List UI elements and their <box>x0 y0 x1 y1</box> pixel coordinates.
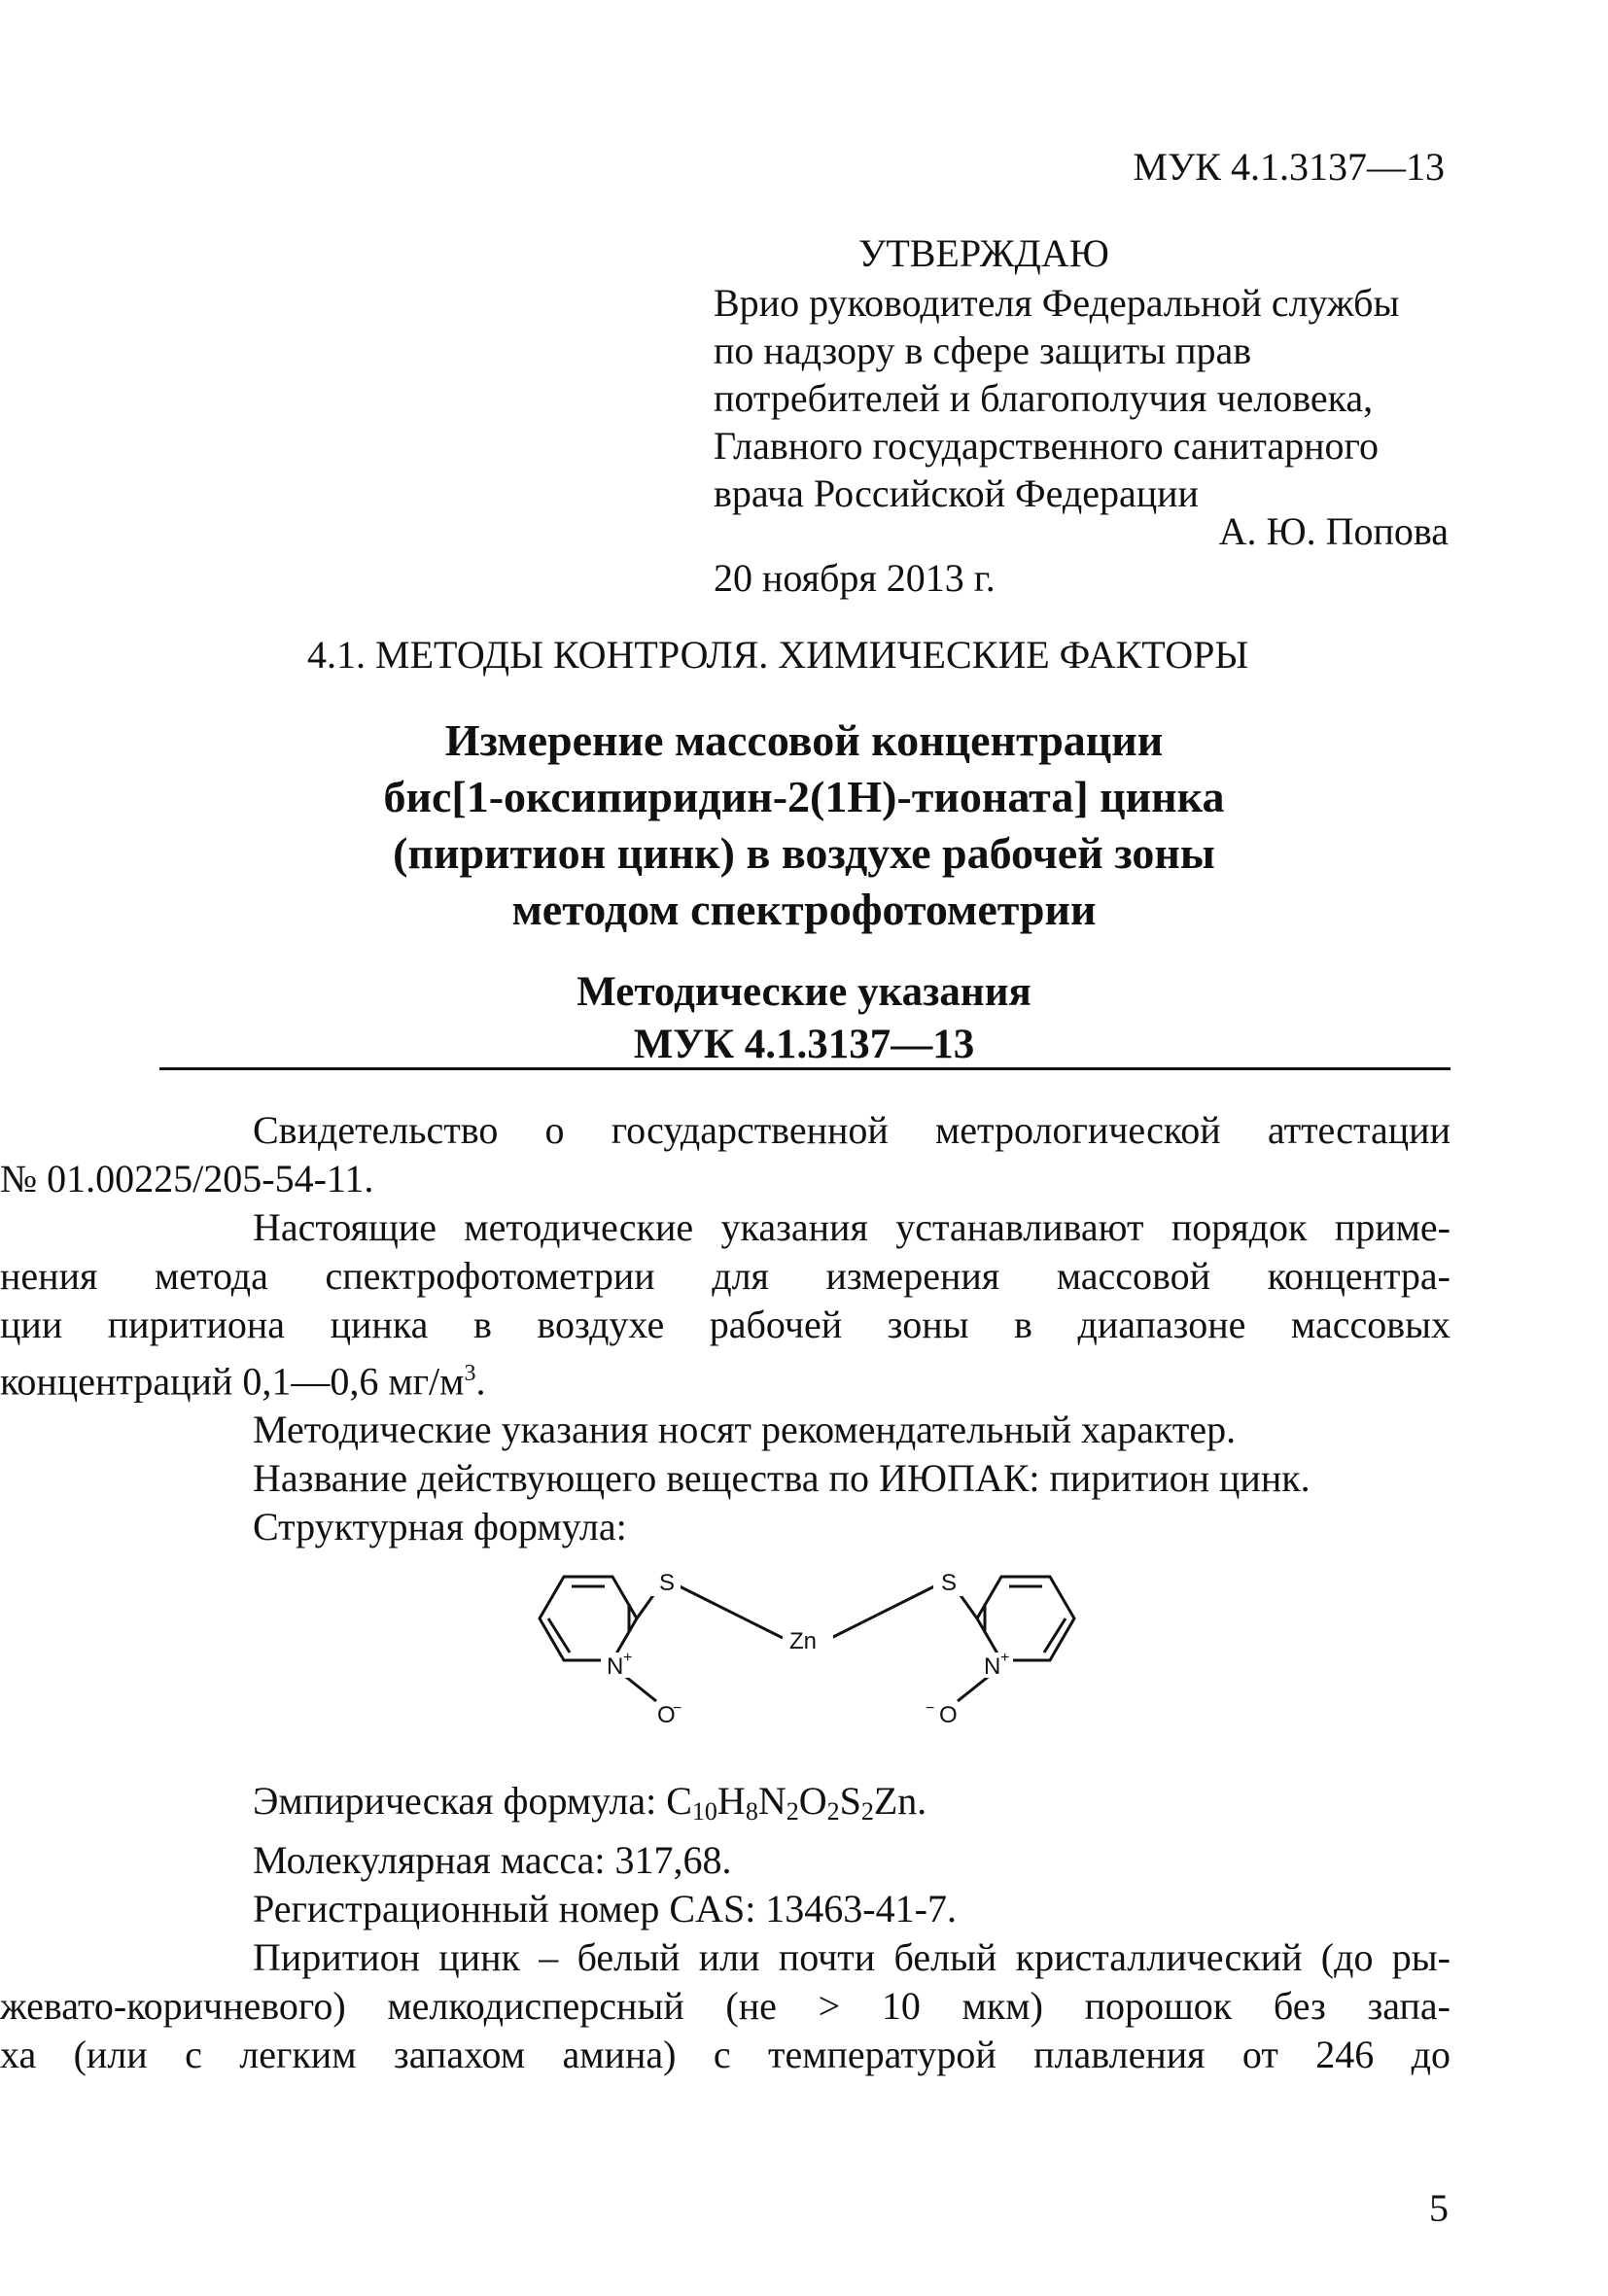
oxygen-left-label: O <box>657 1702 676 1728</box>
approval-date: 20 ноября 2013 г. <box>714 556 996 600</box>
approval-position-block <box>714 279 1399 517</box>
minus-charge-right: − <box>926 1700 935 1717</box>
description-line: Пиритион цинк – белый или почти белый кристаллический (до ры- <box>253 1935 1451 1979</box>
scope-line: концентраций 0,1—0,6 $мг/м^3$. <box>0 1359 486 1404</box>
recommendation-note: Методические указания носят рекомендательный характер. <box>253 1408 1237 1452</box>
approval-line: Врио руководителя Федеральной службы <box>714 281 1400 325</box>
minus-charge-left: − <box>673 1700 682 1717</box>
approval-line: потребителей и благополучия человека, <box>714 376 1374 420</box>
subtitle-type: Методические указания <box>577 969 1031 1015</box>
scope-line: Настоящие методические указания устанавливают порядок приме- <box>253 1205 1451 1249</box>
description-line: ха (или с легким запахом амина) с температурой плавления от 246 до <box>0 2033 1451 2076</box>
certificate-line: Свидетельство о государственной метрологической аттестации <box>253 1108 1451 1152</box>
properties-text <box>0 1777 1451 2079</box>
approval-heading: УТВЕРЖДАЮ <box>858 231 1109 275</box>
left-pyridine-ring <box>540 1577 637 1660</box>
plus-charge-left: + <box>623 1650 633 1666</box>
double-bond <box>1044 1618 1066 1652</box>
document-title <box>0 713 1608 938</box>
title-line: (пиритион цинк) в воздухе рабочей зоны <box>393 828 1215 878</box>
description-line: жевато-коричневого) мелкодисперсный (не > 10 мкм) порошок без запа- <box>0 1984 1451 2028</box>
sulfur-right-label: S <box>941 1570 958 1596</box>
sulfur-left-label: S <box>659 1570 676 1596</box>
title-line: Измерение массовой концентрации <box>444 715 1164 765</box>
approver-name: А. Ю. Попова <box>1218 509 1449 553</box>
zinc-label: Zn <box>789 1628 818 1654</box>
title-divider <box>159 1067 1451 1070</box>
scope-line: нения метода спектрофотометрии для измерения массовой концентра- <box>0 1254 1451 1298</box>
body-text <box>0 1106 1451 1551</box>
nitrogen-left-label: N <box>607 1653 624 1680</box>
s-zn-bond <box>676 1584 783 1638</box>
approval-line: по надзору в сфере защиты прав <box>714 329 1252 372</box>
s-zn-bond <box>831 1584 938 1638</box>
oxygen-right-label: O <box>939 1702 958 1728</box>
document-code-header: МУК 4.1.3137—13 <box>1133 145 1445 189</box>
double-bond <box>548 1618 570 1652</box>
approval-line: врача Российской Федерации <box>714 471 1199 515</box>
subtitle-code: МУК 4.1.3137—13 <box>633 1022 975 1067</box>
cas-number: Регистрационный номер CAS: 13463-41-7. <box>253 1887 957 1931</box>
structural-formula-label: Структурная формула: <box>253 1505 627 1549</box>
nitrogen-right-label: N <box>984 1653 1001 1680</box>
empirical-formula: Эмпирическая формула: $C_{10}H_8N_2O_2S_2Zn$. <box>253 1779 927 1826</box>
scope-line: ции пиритиона цинка в воздухе рабочей зоны в диапазоне массовых <box>0 1303 1451 1346</box>
molar-mass: Молекулярная масса: 317,68. <box>253 1838 732 1882</box>
structural-formula-diagram <box>506 1555 1108 1740</box>
title-line: методом спектрофотометрии <box>511 885 1097 934</box>
right-pyridine-ring <box>977 1577 1074 1660</box>
page-number: 5 <box>1429 2186 1449 2230</box>
iupac-name: Название действующего вещества по ИЮПАК: пиритион цинк. <box>253 1456 1311 1501</box>
title-line: бис[1-оксипиридин-2(1H)-тионата] цинка <box>383 772 1225 821</box>
approval-line: Главного государственного санитарного <box>714 424 1379 468</box>
section-heading: 4.1. МЕТОДЫ КОНТРОЛЯ. ХИМИЧЕСКИЕ ФАКТОРЫ <box>307 633 1249 677</box>
certificate-number: № 01.00225/205-54-11. <box>0 1157 374 1200</box>
plus-charge-right: + <box>1000 1650 1010 1666</box>
document-subtitle <box>0 966 1608 1071</box>
